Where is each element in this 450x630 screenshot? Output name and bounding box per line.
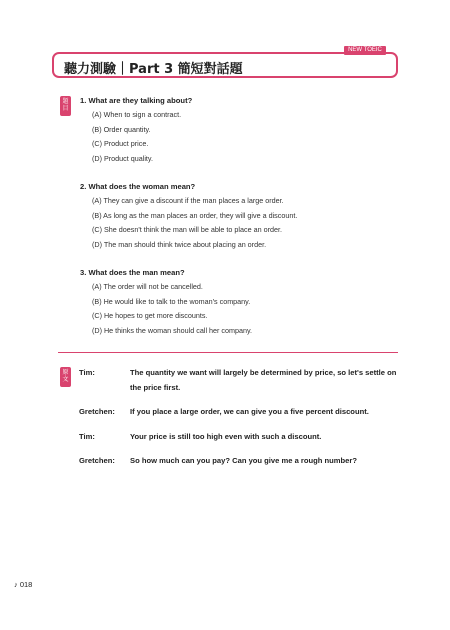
speaker-name: Gretchen: <box>79 407 115 416</box>
speaker-name: Tim: <box>79 368 95 377</box>
answer-option: (A) When to sign a contract. <box>92 110 182 119</box>
speaker-name: Tim: <box>79 431 95 441</box>
answer-option: (B) He would like to talk to the woman's company. <box>92 296 251 306</box>
page-title: 聽力測驗｜Part 3 簡短對話題 <box>64 62 243 77</box>
question-stem: 1. What are they talking about? <box>80 96 193 105</box>
script-side-tag: 原文 <box>60 367 71 387</box>
answer-option: (B) As long as the man places an order, they will give a discount. <box>92 210 298 220</box>
section-divider <box>58 352 398 353</box>
answer-option: (D) Product quality. <box>92 153 153 163</box>
answer-option: (C) She doesn't think the man will be able to place an order. <box>92 225 282 234</box>
answer-option: (C) He hopes to get more discounts. <box>92 311 208 320</box>
questions-side-tag: 題目 <box>60 96 71 116</box>
dialogue-line <box>79 366 399 395</box>
answer-option: (A) They can give a discount if the man places a large order. <box>92 196 284 205</box>
dialogue-line <box>79 405 399 420</box>
dialogue-line <box>79 454 399 469</box>
question-stem: 3. What does the man mean? <box>80 268 185 277</box>
dialogue-text: The quantity we want will largely be determined by price, so let's settle on the price first. <box>130 368 397 392</box>
dialogue-line <box>79 430 399 445</box>
dialogue-text: So how much can you pay? Can you give me a rough number? <box>130 456 358 465</box>
answer-option: (C) Product price. <box>92 139 149 148</box>
section-tag: NEW TOEIC <box>344 46 386 55</box>
speaker-name: Gretchen: <box>79 456 115 465</box>
answer-option: (A) The order will not be cancelled. <box>92 282 203 291</box>
dialogue-text: Your price is still too high even with such a discount. <box>130 431 322 441</box>
question-3 <box>80 266 400 338</box>
question-2 <box>80 180 400 252</box>
answer-option: (D) The man should think twice about placing an order. <box>92 239 267 249</box>
page-number: ♪ 018 <box>14 580 33 589</box>
question-stem: 2. What does the woman mean? <box>80 182 196 191</box>
section-title-box <box>52 47 398 78</box>
dialogue-text: If you place a large order, we can give you a five percent discount. <box>130 407 369 416</box>
answer-option: (D) He thinks the woman should call her company. <box>92 325 253 335</box>
question-1 <box>80 94 400 166</box>
answer-option: (B) Order quantity. <box>92 124 151 134</box>
dialogue-script <box>79 366 399 479</box>
